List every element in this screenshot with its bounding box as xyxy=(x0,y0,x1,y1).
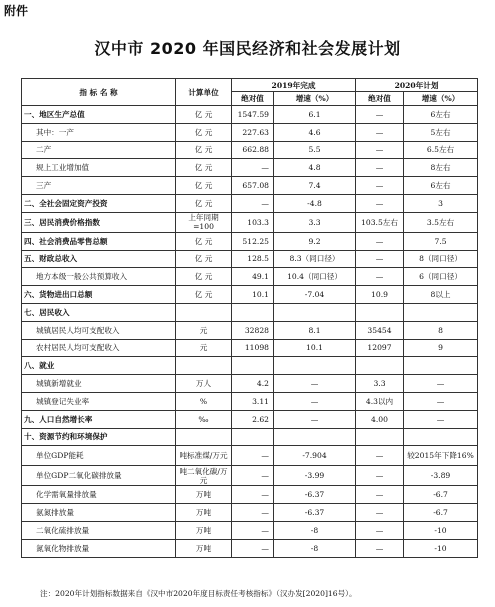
indicator-cell: 九、人口自然增长率 xyxy=(22,410,176,428)
table-row xyxy=(22,232,478,250)
header-2020: 2020年计划 xyxy=(356,79,478,92)
value-2020-abs xyxy=(356,428,404,446)
value-2020-abs: — xyxy=(356,268,404,286)
attachment-label: 附件 xyxy=(4,4,29,18)
value-2019-abs: — xyxy=(232,486,274,504)
value-2019-abs: — xyxy=(232,504,274,522)
header-unit: 计算单位 xyxy=(176,79,232,106)
table-row xyxy=(22,303,478,321)
value-2019-growth: -4.8 xyxy=(274,194,356,212)
value-2020-abs: 103.5左右 xyxy=(356,212,404,232)
value-2019-growth: — xyxy=(274,392,356,410)
unit-cell: 吨标准煤/万元 xyxy=(176,446,232,466)
unit-cell: 上年同期=100 xyxy=(176,212,232,232)
footnote: 注：2020年计划指标数据来自《汉中市2020年度目标责任考核指标》（汉办发[2020]16号）。 xyxy=(40,589,357,598)
value-2020-growth xyxy=(404,303,478,321)
indicator-cell: 农村居民人均可支配收入 xyxy=(22,339,176,357)
indicator-cell: 氮氧化物排放量 xyxy=(22,539,176,557)
table-body xyxy=(22,106,478,558)
value-2019-abs: 3.11 xyxy=(232,392,274,410)
unit-cell: 亿 元 xyxy=(176,177,232,195)
unit-cell: 亿 元 xyxy=(176,250,232,268)
indicator-cell: 六、货物进出口总额 xyxy=(22,286,176,304)
value-2019-growth: 10.4（同口径） xyxy=(274,268,356,286)
table-row xyxy=(22,321,478,339)
value-2019-abs: 128.5 xyxy=(232,250,274,268)
value-2019-abs: — xyxy=(232,446,274,466)
value-2019-abs xyxy=(232,303,274,321)
indicator-cell: 一、地区生产总值 xyxy=(22,106,176,124)
value-2020-abs: — xyxy=(356,250,404,268)
unit-cell: 万吨 xyxy=(176,539,232,557)
value-2020-abs: — xyxy=(356,504,404,522)
indicator-cell: 二、全社会固定资产投资 xyxy=(22,194,176,212)
value-2019-growth: 8.3（同口径） xyxy=(274,250,356,268)
value-2020-abs: — xyxy=(356,177,404,195)
indicator-cell: 化学需氧量排放量 xyxy=(22,486,176,504)
value-2019-growth: -3.99 xyxy=(274,466,356,486)
unit-cell: 元 xyxy=(176,339,232,357)
value-2019-abs: — xyxy=(232,521,274,539)
unit-cell: 元 xyxy=(176,321,232,339)
value-2020-growth: — xyxy=(404,410,478,428)
value-2019-growth: -7.04 xyxy=(274,286,356,304)
indicator-cell: 八、就业 xyxy=(22,357,176,375)
table-row xyxy=(22,141,478,159)
unit-cell: 亿 元 xyxy=(176,194,232,212)
value-2020-growth: 6.5左右 xyxy=(404,141,478,159)
value-2020-abs: — xyxy=(356,466,404,486)
value-2020-growth: -6.7 xyxy=(404,504,478,522)
indicator-cell: 十、资源节约和环境保护 xyxy=(22,428,176,446)
value-2019-growth: 4.6 xyxy=(274,123,356,141)
value-2019-growth: -8 xyxy=(274,521,356,539)
value-2019-growth: 5.5 xyxy=(274,141,356,159)
value-2019-growth: — xyxy=(274,375,356,393)
value-2020-growth: 6（同口径） xyxy=(404,268,478,286)
value-2019-growth: 6.1 xyxy=(274,106,356,124)
value-2019-abs xyxy=(232,357,274,375)
indicator-cell: 四、社会消费品零售总额 xyxy=(22,232,176,250)
value-2019-abs: 657.08 xyxy=(232,177,274,195)
value-2020-growth: -6.7 xyxy=(404,486,478,504)
value-2020-abs: 4.00 xyxy=(356,410,404,428)
indicator-cell: 地方本级一般公共预算收入 xyxy=(22,268,176,286)
value-2020-abs: — xyxy=(356,486,404,504)
value-2019-abs: 32828 xyxy=(232,321,274,339)
unit-cell: 亿 元 xyxy=(176,232,232,250)
indicator-cell: 三产 xyxy=(22,177,176,195)
value-2019-growth xyxy=(274,357,356,375)
table-row xyxy=(22,212,478,232)
indicator-cell: 城镇新增就业 xyxy=(22,375,176,393)
value-2020-growth xyxy=(404,428,478,446)
value-2020-growth: 8（同口径） xyxy=(404,250,478,268)
value-2019-abs: 512.25 xyxy=(232,232,274,250)
indicator-cell: 三、居民消费价格指数 xyxy=(22,212,176,232)
indicator-cell: 城镇居民人均可支配收入 xyxy=(22,321,176,339)
unit-cell: 吨二氧化碳/万元 xyxy=(176,466,232,486)
table-row xyxy=(22,194,478,212)
unit-cell: 万人 xyxy=(176,375,232,393)
indicator-cell: 单位GDP能耗 xyxy=(22,446,176,466)
value-2020-growth: -10 xyxy=(404,539,478,557)
value-2019-growth: — xyxy=(274,410,356,428)
table-row xyxy=(22,357,478,375)
value-2020-growth: — xyxy=(404,375,478,393)
value-2020-abs: — xyxy=(356,521,404,539)
value-2020-abs xyxy=(356,303,404,321)
value-2019-growth: 9.2 xyxy=(274,232,356,250)
value-2019-abs: 49.1 xyxy=(232,268,274,286)
value-2019-abs: 10.1 xyxy=(232,286,274,304)
unit-cell: 亿 元 xyxy=(176,106,232,124)
value-2020-growth: 6左右 xyxy=(404,177,478,195)
unit-cell: 亿 元 xyxy=(176,123,232,141)
value-2020-abs: — xyxy=(356,232,404,250)
table-row xyxy=(22,250,478,268)
table-row xyxy=(22,339,478,357)
table-row xyxy=(22,159,478,177)
value-2019-growth: 7.4 xyxy=(274,177,356,195)
value-2019-abs: 1547.59 xyxy=(232,106,274,124)
value-2019-growth: -8 xyxy=(274,539,356,557)
value-2020-abs: 10.9 xyxy=(356,286,404,304)
value-2020-abs: — xyxy=(356,539,404,557)
value-2020-abs: — xyxy=(356,141,404,159)
value-2019-growth: 8.1 xyxy=(274,321,356,339)
value-2020-abs: 12097 xyxy=(356,339,404,357)
unit-cell: 亿 元 xyxy=(176,286,232,304)
value-2020-abs: — xyxy=(356,123,404,141)
value-2020-abs: — xyxy=(356,159,404,177)
table-row xyxy=(22,428,478,446)
value-2020-growth: 9 xyxy=(404,339,478,357)
table-row xyxy=(22,504,478,522)
header-2019-growth: 增速（%） xyxy=(274,92,356,106)
unit-cell: ‰ xyxy=(176,410,232,428)
table-row xyxy=(22,106,478,124)
unit-cell xyxy=(176,357,232,375)
value-2019-growth: 10.1 xyxy=(274,339,356,357)
unit-cell xyxy=(176,428,232,446)
value-2019-growth: -7.904 xyxy=(274,446,356,466)
indicator-cell: 五、财政总收入 xyxy=(22,250,176,268)
value-2020-abs: 4.3以内 xyxy=(356,392,404,410)
value-2019-abs: 2.62 xyxy=(232,410,274,428)
value-2020-abs xyxy=(356,357,404,375)
value-2019-abs: — xyxy=(232,466,274,486)
plan-table xyxy=(21,78,478,558)
unit-cell: 亿 元 xyxy=(176,268,232,286)
document-title: 汉中市 2020 年国民经济和社会发展计划 xyxy=(94,39,401,58)
value-2020-growth: 8以上 xyxy=(404,286,478,304)
header-2019-abs: 绝对值 xyxy=(232,92,274,106)
value-2020-abs: 35454 xyxy=(356,321,404,339)
unit-cell: 万吨 xyxy=(176,521,232,539)
header-2019: 2019年完成 xyxy=(232,79,356,92)
unit-cell: 亿 元 xyxy=(176,141,232,159)
value-2019-growth: 3.3 xyxy=(274,212,356,232)
value-2019-abs: — xyxy=(232,539,274,557)
indicator-cell: 规上工业增加值 xyxy=(22,159,176,177)
value-2020-abs: — xyxy=(356,446,404,466)
value-2019-growth xyxy=(274,303,356,321)
indicator-cell: 城镇登记失业率 xyxy=(22,392,176,410)
value-2019-abs: — xyxy=(232,194,274,212)
value-2020-growth: 6左右 xyxy=(404,106,478,124)
unit-cell: 亿 元 xyxy=(176,159,232,177)
header-2020-abs: 绝对值 xyxy=(356,92,404,106)
indicator-cell: 七、居民收入 xyxy=(22,303,176,321)
table-row xyxy=(22,466,478,486)
value-2020-abs: — xyxy=(356,194,404,212)
table-row xyxy=(22,392,478,410)
value-2019-growth: -6.37 xyxy=(274,486,356,504)
value-2020-abs: 3.3 xyxy=(356,375,404,393)
value-2020-abs: — xyxy=(356,106,404,124)
value-2020-growth: 较2015年下降16% xyxy=(404,446,478,466)
value-2020-growth: 5左右 xyxy=(404,123,478,141)
indicator-cell: 其中：一产 xyxy=(22,123,176,141)
unit-cell: % xyxy=(176,392,232,410)
value-2019-abs: 103.3 xyxy=(232,212,274,232)
value-2020-growth: 8 xyxy=(404,321,478,339)
indicator-cell: 二产 xyxy=(22,141,176,159)
value-2019-abs: 4.2 xyxy=(232,375,274,393)
table-row xyxy=(22,177,478,195)
value-2020-growth: -10 xyxy=(404,521,478,539)
table-row xyxy=(22,446,478,466)
value-2020-growth: 3 xyxy=(404,194,478,212)
value-2019-abs: 662.88 xyxy=(232,141,274,159)
table-row xyxy=(22,123,478,141)
indicator-cell: 单位GDP二氧化碳排放量 xyxy=(22,466,176,486)
value-2019-abs: 227.63 xyxy=(232,123,274,141)
indicator-cell: 氨氮排放量 xyxy=(22,504,176,522)
value-2019-growth: -6.37 xyxy=(274,504,356,522)
table-row xyxy=(22,521,478,539)
value-2020-growth: — xyxy=(404,392,478,410)
value-2020-growth: -3.89 xyxy=(404,466,478,486)
header-indicator: 指 标 名 称 xyxy=(22,79,176,106)
table-row xyxy=(22,486,478,504)
unit-cell: 万吨 xyxy=(176,504,232,522)
value-2020-growth: 3.5左右 xyxy=(404,212,478,232)
value-2019-abs xyxy=(232,428,274,446)
value-2019-growth xyxy=(274,428,356,446)
value-2020-growth: 7.5 xyxy=(404,232,478,250)
table-row xyxy=(22,286,478,304)
table-row xyxy=(22,410,478,428)
unit-cell xyxy=(176,303,232,321)
table-row xyxy=(22,539,478,557)
table-row xyxy=(22,268,478,286)
value-2019-growth: 4.8 xyxy=(274,159,356,177)
unit-cell: 万吨 xyxy=(176,486,232,504)
value-2020-growth xyxy=(404,357,478,375)
value-2019-abs: — xyxy=(232,159,274,177)
header-2020-growth: 增速（%） xyxy=(404,92,478,106)
table-row xyxy=(22,375,478,393)
indicator-cell: 二氧化硫排放量 xyxy=(22,521,176,539)
value-2020-growth: 8左右 xyxy=(404,159,478,177)
value-2019-abs: 11098 xyxy=(232,339,274,357)
